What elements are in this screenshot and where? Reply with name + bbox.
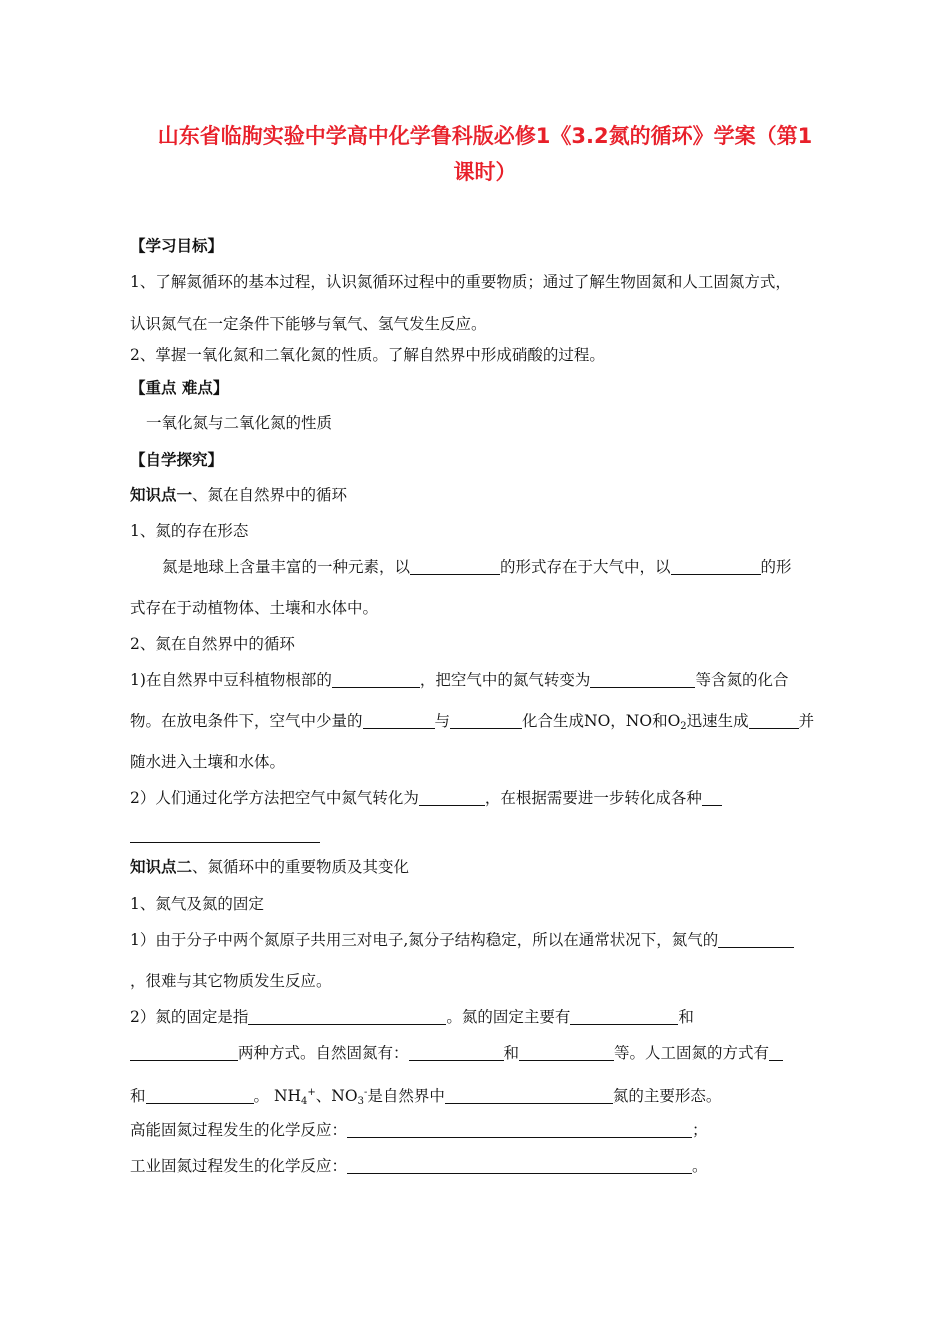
goal-2: 2、掌握一氧化氮和二氧化氮的性质。了解自然界中形成硝酸的过程。 [130, 346, 605, 364]
blank-nitrogen-form-atmosphere[interactable] [410, 558, 500, 575]
s2-text-b: ，把空气中的氮气转变为 [419, 671, 591, 689]
s2-paragraph-line-4 [130, 788, 722, 808]
blank-reactant-2[interactable] [450, 712, 522, 729]
kp2-text-i: 。 NH [253, 1087, 302, 1105]
kp2-paragraph-3 [130, 1007, 694, 1027]
section-2-title: 2、氮在自然界中的循环 [130, 635, 295, 653]
kp2-text-e: 两种方式。自然固氮有： [238, 1044, 409, 1062]
high-energy-fixation-line [130, 1120, 708, 1140]
kp2-paragraph-5 [130, 1083, 721, 1112]
kp2-text-b: 2）氮的固定是指 [130, 1008, 249, 1026]
goal-1-line-b: 认识氮气在一定条件下能够与氧气、氢气发生反应。 [130, 315, 487, 333]
title-line-2: 课时） [453, 160, 517, 184]
blank-natural-fixation-2[interactable] [519, 1044, 614, 1061]
high-energy-end: ； [692, 1121, 708, 1139]
blank-fixation-type-2[interactable] [130, 1044, 238, 1061]
nh4-subscript: 4 [301, 1096, 308, 1107]
blank-fixation-definition[interactable] [248, 1008, 446, 1025]
document-title [130, 118, 840, 190]
blank-high-energy-reaction[interactable] [347, 1121, 692, 1138]
knowledge-point-2 [130, 857, 409, 877]
kp1-title: 、氮在自然界中的循环 [192, 486, 348, 504]
goal-1-line-a: 1、了解氮循环的基本过程，认识氮循环过程中的重要物质；通过了解生物固氮和人工固氮方式， [130, 273, 791, 291]
blank-product[interactable] [749, 712, 799, 729]
kp2-paragraph-2: ，很难与其它物质发生反应。 [130, 972, 332, 990]
high-energy-label: 高能固氮过程发生的化学反应： [130, 1121, 348, 1139]
s2-text-e: 与 [434, 712, 451, 730]
blank-various-products-start[interactable] [702, 789, 722, 806]
s1-paragraph-line-1 [162, 557, 792, 577]
blank-nitrogen-state[interactable] [445, 1087, 613, 1104]
kp2-paragraph-4 [130, 1043, 783, 1063]
blank-industrial-reaction[interactable] [347, 1157, 692, 1174]
o2-subscript: 2 [680, 721, 687, 732]
kp1-label: 知识点一 [130, 486, 193, 504]
key-points-heading: 【重点 难点】 [130, 379, 229, 397]
blank-nitrogen-property[interactable] [718, 931, 794, 948]
blank-root-nodule[interactable] [332, 671, 420, 688]
blank-artificial-fixation-start[interactable] [769, 1044, 783, 1061]
blank-natural-fixation-1[interactable] [409, 1044, 504, 1061]
goals-heading: 【学习目标】 [130, 237, 224, 255]
s1-text-a: 氮是地球上含量丰富的一种元素，以 [162, 558, 411, 576]
title-line-1: 山东省临朐实验中学高中化学鲁科版必修1《3.2氮的循环》学案（第1 [157, 124, 813, 148]
nh4-superscript: + [307, 1087, 316, 1098]
s2-paragraph-line-3: 随水进入土壤和水体。 [130, 753, 286, 771]
blank-reactant-1[interactable] [363, 712, 435, 729]
industrial-end: 。 [692, 1157, 708, 1175]
kp2-text-j: 、NO [315, 1087, 358, 1105]
industrial-label: 工业固氮过程发生的化学反应： [130, 1157, 348, 1175]
blank-fixation-type-1[interactable] [570, 1008, 678, 1025]
s2-text-j: ，在根据需要进一步转化成各种 [484, 789, 702, 807]
s2-text-d: 物。在放电条件下，空气中少量的 [130, 712, 363, 730]
kp2-label: 知识点二 [130, 858, 193, 876]
kp2-text-k: 是自然界中 [367, 1087, 445, 1105]
no3-superscript: - [363, 1087, 368, 1098]
kp2-text-l: 氮的主要形态。 [612, 1087, 722, 1105]
s2-text-f: 化合生成NO，NO和O [522, 712, 681, 730]
kp2-text-f: 和 [503, 1044, 520, 1062]
kp2-section-1-title: 1、氮气及氮的固定 [130, 895, 264, 913]
blank-various-products-line[interactable] [130, 842, 320, 843]
s2-text-g: 迅速生成 [686, 712, 749, 730]
kp2-text-d: 和 [678, 1008, 694, 1026]
section-1-title: 1、氮的存在形态 [130, 522, 249, 540]
s2-paragraph-line-2 [130, 711, 814, 737]
s1-paragraph-line-2: 式存在于动植物体、土壤和水体中。 [130, 599, 379, 617]
s2-text-h: 并 [798, 712, 815, 730]
s2-paragraph-line-1 [130, 670, 788, 690]
kp2-text-h: 和 [130, 1087, 146, 1105]
s1-text-b: 的形式存在于大气中，以 [500, 558, 671, 576]
no3-subscript: 3 [357, 1096, 364, 1107]
industrial-fixation-line [130, 1156, 708, 1176]
kp2-text-g: 等。人工固氮的方式有 [614, 1044, 770, 1062]
blank-chemical-conversion[interactable] [419, 789, 485, 806]
blank-nitrogen-compounds[interactable] [590, 671, 695, 688]
key-points-text: 一氧化氮与二氧化氮的性质 [146, 414, 333, 432]
kp2-text-a: 1）由于分子中两个氮原子共用三对电子,氮分子结构稳定，所以在通常状况下，氮气的 [130, 931, 719, 949]
kp2-text-c: 。氮的固定主要有 [446, 1008, 571, 1026]
blank-nitrogen-form-organisms[interactable] [671, 558, 761, 575]
s2-text-c: 等含氮的化合 [695, 671, 789, 689]
kp2-title: 、氮循环中的重要物质及其变化 [192, 858, 410, 876]
blank-artificial-fixation-2[interactable] [146, 1087, 254, 1104]
s1-text-c: 的形 [760, 558, 792, 576]
kp2-paragraph-1 [130, 930, 794, 950]
self-study-heading: 【自学探究】 [130, 451, 224, 469]
s2-text-i: 2）人们通过化学方法把空气中氮气转化为 [130, 789, 419, 807]
knowledge-point-1 [130, 485, 347, 505]
s2-text-a: 1)在自然界中豆科植物根部的 [130, 671, 332, 689]
